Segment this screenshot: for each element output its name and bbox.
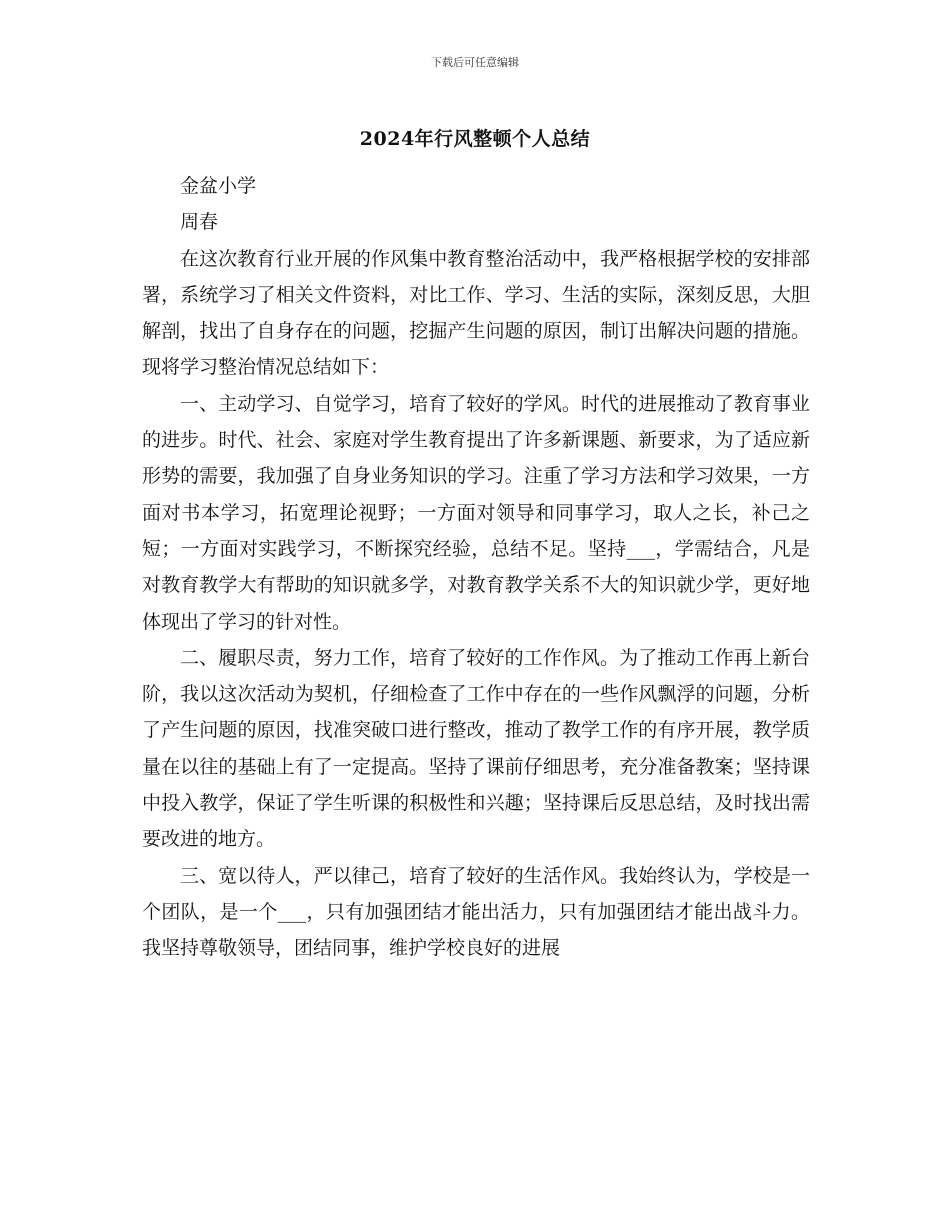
page-header-note: 下载后可任意编辑 xyxy=(431,56,519,69)
document-title: 2024年行风整顿个人总结 xyxy=(359,128,591,150)
author-name: 周春 xyxy=(180,211,219,234)
paragraph-study: 一、主动学习、自觉学习，培育了较好的学风。时代的进展推动了教育事业的进步。时代、社会、家庭对学生教育提出了许多新课题、新要求，为了适应新形势的需要，我加强了自身业务知识的学习。注重了学习方法和学习效果，一方面对书本学习，拓宽理论视野；一方面对领导和同事学习，取人之长，补己之短；一方面对实践学习，不断探究经验，总结不足。坚持___，学需结合，凡是对教育教学大有帮助的知识就多学，对教育教学关系不大的知识就少学，更好地体现出了学习的针对性。 xyxy=(142,392,810,633)
school-name: 金盆小学 xyxy=(180,175,257,197)
paragraph-intro: 在这次教育行业开展的作风集中教育整治活动中，我严格根据学校的安排部署，系统学习了相关文件资料，对比工作、学习、生活的实际，深刻反思，大胆解剖，找出了自身存在的问题，挖掘产生问题的原因，制订出解决问题的措施。现将学习整治情况总结如下： xyxy=(142,247,810,379)
paragraph-life: 三、宽以待人，严以律己，培育了较好的生活作风。我始终认为，学校是一个团队，是一个___，只有加强团结才能出活力，只有加强团结才能出战斗力。我坚持尊敬领导，团结同事，维护学校良好的进展 xyxy=(142,864,810,960)
paragraph-work: 二、履职尽责，努力工作，培育了较好的工作作风。为了推动工作再上新台阶，我以这次活动为契机，仔细检查了工作中存在的一些作风飘浮的问题，分析了产生问题的原因，找准突破口进行整改，推动了教学工作的有序开展，教学质量在以往的基础上有了一定提高。坚持了课前仔细思考，充分准备教案；坚持课中投入教学，保证了学生听课的积极性和兴趣；坚持课后反思总结，及时找出需要改进的地方。 xyxy=(142,646,810,851)
document-body xyxy=(142,168,810,967)
